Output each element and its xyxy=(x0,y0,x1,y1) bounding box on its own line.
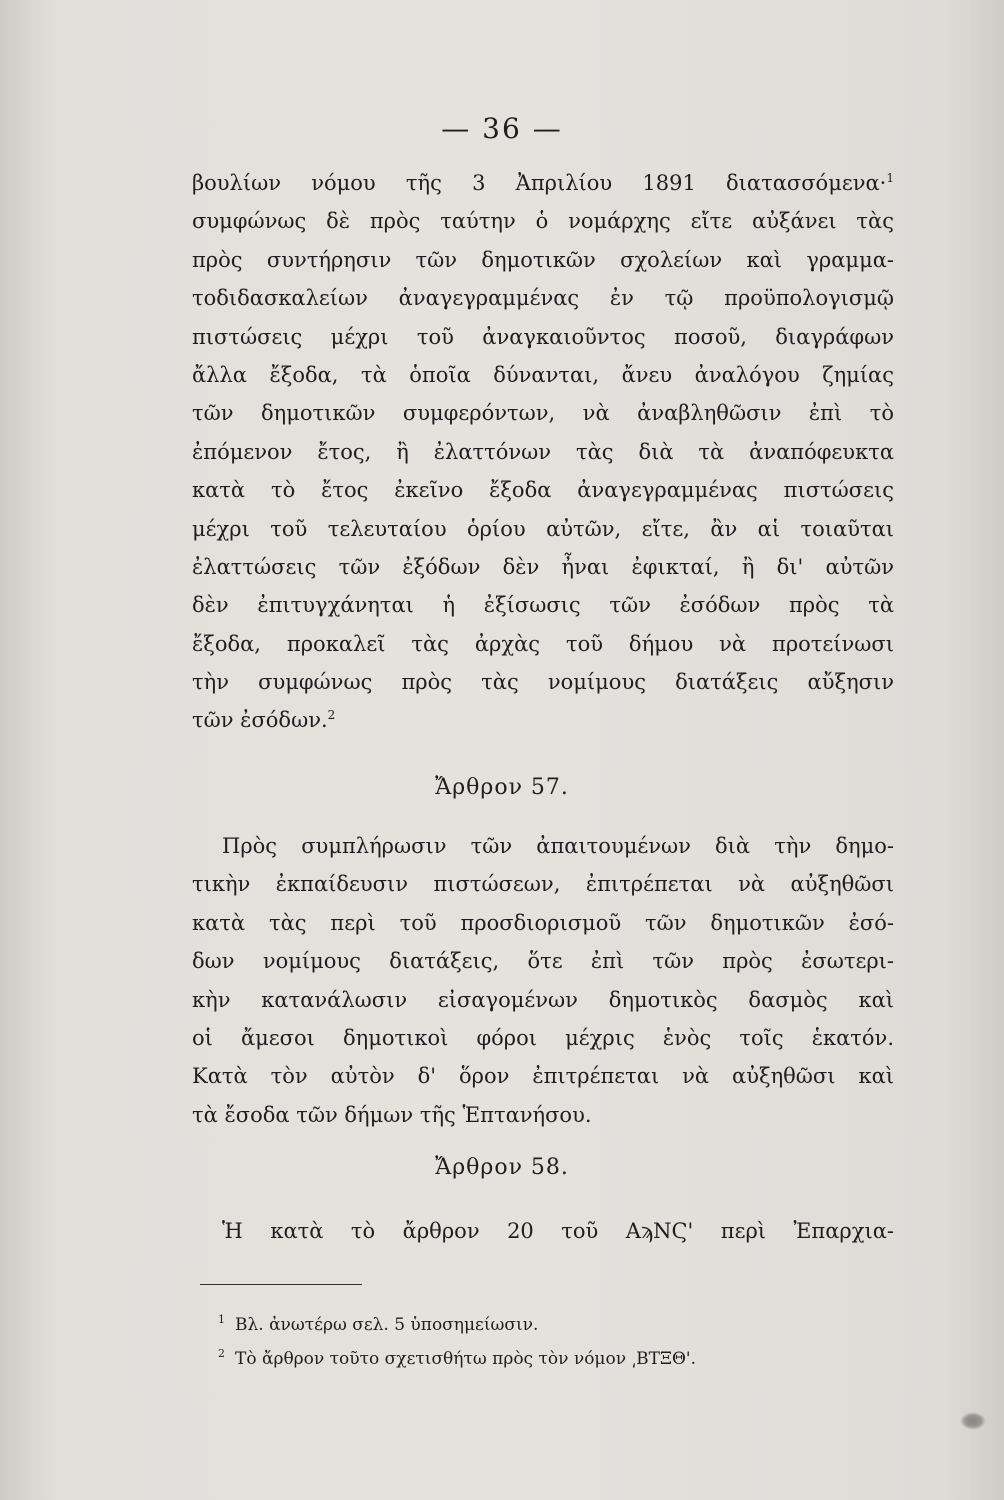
text-line: τὰ ἔσοδα τῶν δήμων τῆς Ἑπτανήσου. xyxy=(192,1102,592,1127)
text-line: πρὸς συντήρησιν τῶν δημοτικῶν σχολείων καὶ γραμμα- xyxy=(192,247,894,272)
text-line: τὴν συμφώνως πρὸς τὰς νομίμους διατάξεις αὔξησιν xyxy=(192,670,894,695)
footnotes xyxy=(218,1308,696,1376)
text-line: Πρὸς συμπλήρωσιν τῶν ἀπαιτουμένων διὰ τὴν δημο- xyxy=(222,834,894,858)
text-line: τικὴν ἐκπαίδευσιν πιστώσεων, ἐπιτρέπεται νὰ αὐξηθῶσι xyxy=(192,872,894,897)
article-57-body xyxy=(192,827,894,1134)
text-line: τῶν ἐσόδων.$^2$ xyxy=(192,708,336,733)
paragraph-body xyxy=(192,164,894,740)
footnote: $^1$ Βλ. ἀνωτέρω σελ. 5 ὑποσημείωσιν. xyxy=(218,1313,539,1335)
text-line: κατὰ τὸ ἔτος ἐκεῖνο ἔξοδα ἀναγεγραμμένας πιστώσεις xyxy=(192,478,894,503)
text-line: ἄλλα ἔξοδα, τὰ ὁποῖα δύνανται, ἄνευ ἀναλόγου ζημίας xyxy=(192,362,894,387)
page-number: — 36 — xyxy=(441,112,563,145)
article-58-body xyxy=(192,1212,894,1250)
text-line: κὴν κατανάλωσιν εἰσαγομένων δημοτικὸς δασμὸς καὶ xyxy=(192,987,894,1012)
ink-blot xyxy=(960,1412,986,1430)
text-line: βουλίων νόμου τῆς 3 Ἀπριλίου 1891 διατασσόμενα·$^1$ xyxy=(192,171,894,195)
text-line: συμφώνως δὲ πρὸς ταύτην ὁ νομάρχης εἴτε αὐξάνει τὰς xyxy=(192,209,894,234)
text-line: κατὰ τὰς περὶ τοῦ προσδιορισμοῦ τῶν δημοτικῶν ἐσό- xyxy=(192,910,894,935)
footnote: $^2$ Τὸ ἄρθρον τοῦτο σχετισθήτω πρὸς τὸν νόμον ͵ΒΤΞΘ'. xyxy=(218,1347,696,1369)
text-line: τῶν δημοτικῶν συμφερόντων, νὰ ἀναβληθῶσιν ἐπὶ τὸ xyxy=(192,401,894,426)
text-line: τοδιδασκαλείων ἀναγεγραμμένας ἐν τῷ προϋπολογισμῷ xyxy=(192,286,894,311)
text-line: Κατὰ τὸν αὐτὸν δ' ὅρον ἐπιτρέπεται νὰ αὐξηθῶσι καὶ xyxy=(192,1064,894,1089)
text-line: ἐπόμενον ἔτος, ἢ ἐλαττόνων τὰς διὰ τὰ ἀναπόφευκτα xyxy=(192,439,894,464)
text-line: ἐλαττώσεις τῶν ἐξόδων δὲν ἦναι ἐφικταί, ἢ δι' αὐτῶν xyxy=(192,554,894,579)
article-57-heading: Ἄρθρον 57. xyxy=(435,775,569,800)
text-line: Ἡ κατὰ τὸ ἄρθρον 20 τοῦ ΑϡΝϚ' περὶ Ἐπαρχια- xyxy=(222,1219,894,1243)
footnote-ref: 1 xyxy=(886,171,894,185)
text-line: δων νομίμους διατάξεις, ὅτε ἐπὶ τῶν πρὸς ἐσωτερι- xyxy=(192,949,894,974)
footnote-divider xyxy=(200,1284,362,1285)
article-58-heading: Ἄρθρον 58. xyxy=(435,1155,569,1180)
text-line: δὲν ἐπιτυγχάνηται ἡ ἐξίσωσις τῶν ἐσόδων πρὸς τὰ xyxy=(192,593,894,618)
text-line: πιστώσεις μέχρι τοῦ ἀναγκαιοῦντος ποσοῦ, διαγράφων xyxy=(192,324,894,349)
footnote-ref: 2 xyxy=(327,708,336,723)
text-line: ἔξοδα, προκαλεῖ τὰς ἀρχὰς τοῦ δήμου νὰ προτείνωσι xyxy=(192,631,894,656)
text-line: μέχρι τοῦ τελευταίου ὁρίου αὐτῶν, εἴτε, ἂν αἱ τοιαῦται xyxy=(192,516,894,541)
text-line: οἱ ἄμεσοι δημοτικοὶ φόροι μέχρις ἑνὸς τοῖς ἑκατόν. xyxy=(192,1025,894,1050)
